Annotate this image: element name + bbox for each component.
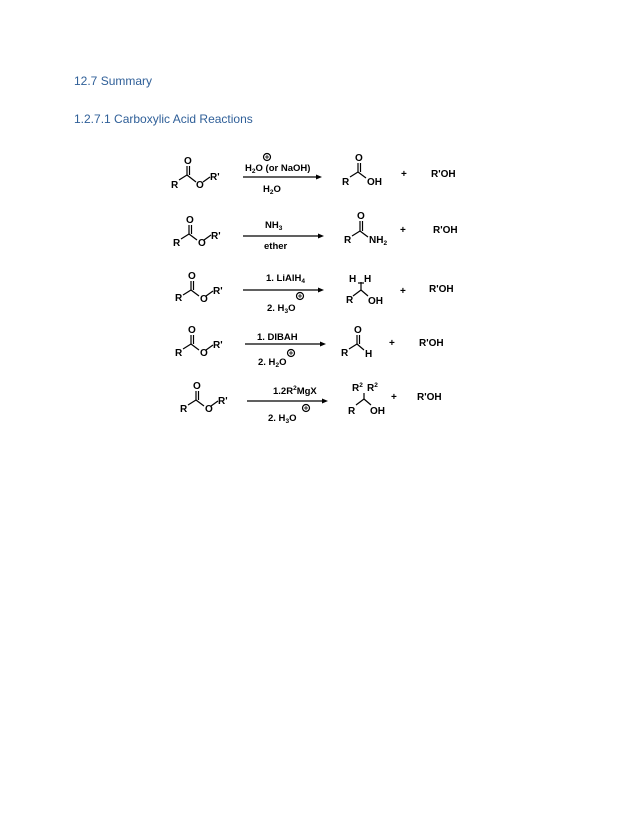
ester-structure-2 xyxy=(181,225,211,240)
atom-label: R' xyxy=(210,172,220,183)
plus-sign: + xyxy=(391,392,397,403)
atom-label: O xyxy=(188,325,196,336)
atom-label: OH xyxy=(368,296,383,307)
reagent-label: 2. $H_3O$ xyxy=(268,413,297,425)
atom-label: R xyxy=(342,177,350,188)
atom-label: R xyxy=(346,295,354,306)
atom-label: O xyxy=(184,156,192,167)
atom-label: R xyxy=(175,293,183,304)
reagent-label: 1. DIBAH xyxy=(257,332,298,343)
plus-sign: + xyxy=(400,225,406,236)
reagent-label: 2. $H_2O$ xyxy=(258,357,287,369)
byproduct-label: R'OH xyxy=(429,284,454,295)
atom-label: O xyxy=(354,325,362,336)
ester-structure-1 xyxy=(179,166,210,182)
atom-label: O xyxy=(193,381,201,392)
ester-structure-4 xyxy=(183,335,213,350)
tertiary-alcohol-structure xyxy=(356,393,371,405)
atom-label: R xyxy=(175,348,183,359)
atom-label: R' xyxy=(218,396,228,407)
atom-label: H xyxy=(349,274,357,285)
byproduct-label: R'OH xyxy=(419,338,444,349)
atom-label: $R^2$ xyxy=(367,382,378,394)
atom-label: R xyxy=(180,404,188,415)
reagent-label: ether xyxy=(264,241,288,252)
section-heading: 12.7 Summary xyxy=(74,74,153,88)
atom-label: OH xyxy=(367,177,382,188)
reagent-label: $NH_3$ xyxy=(265,220,283,232)
atom-label: O xyxy=(198,238,206,249)
byproduct-label: R'OH xyxy=(433,225,458,236)
atom-label: R' xyxy=(213,340,223,351)
carboxylic-acid-structure xyxy=(350,163,366,178)
subsection-heading: 1.2.7.1 Carboxylic Acid Reactions xyxy=(74,112,253,126)
plus-sign: + xyxy=(401,169,407,180)
reagent-label: 1. LiAlH$_4$ xyxy=(266,273,305,285)
atom-label: OH xyxy=(370,406,385,417)
atom-label: R xyxy=(171,180,179,191)
byproduct-label: R'OH xyxy=(431,169,456,180)
atom-label: R xyxy=(344,235,352,246)
byproduct-label: R'OH xyxy=(417,392,442,403)
atom-label: $R^2$ xyxy=(352,382,363,394)
amide-structure xyxy=(352,221,368,237)
atom-label: O xyxy=(196,180,204,191)
plus-sign: + xyxy=(389,338,395,349)
atom-label: O xyxy=(355,153,363,164)
reagent-label: 2. $H_3O$ xyxy=(267,303,296,315)
reagent-label: $H_2O$ xyxy=(263,184,281,196)
atom-label: R' xyxy=(211,231,221,242)
atom-label: O xyxy=(188,271,196,282)
atom-label: H xyxy=(365,349,373,360)
atom-label: R xyxy=(173,238,181,249)
atom-label: H xyxy=(364,274,372,285)
atom-label: $NH_2$ xyxy=(369,235,388,247)
atom-label: R xyxy=(341,348,349,359)
atom-label: R xyxy=(348,406,356,417)
reagent-label: $H_2O$ (or NaOH) xyxy=(245,163,311,175)
atom-label: O xyxy=(357,211,365,222)
plus-sign: + xyxy=(400,286,406,297)
atom-label: O xyxy=(205,404,213,415)
aldehyde-structure xyxy=(349,335,364,350)
ester-structure-5 xyxy=(188,391,218,406)
atom-label: O xyxy=(186,215,194,226)
atom-label: O xyxy=(200,294,208,305)
reagent-label: $1.2R^2MgX$ xyxy=(273,385,317,397)
ester-structure-3 xyxy=(183,281,213,296)
atom-label: R' xyxy=(213,286,223,297)
atom-label: O xyxy=(200,348,208,359)
